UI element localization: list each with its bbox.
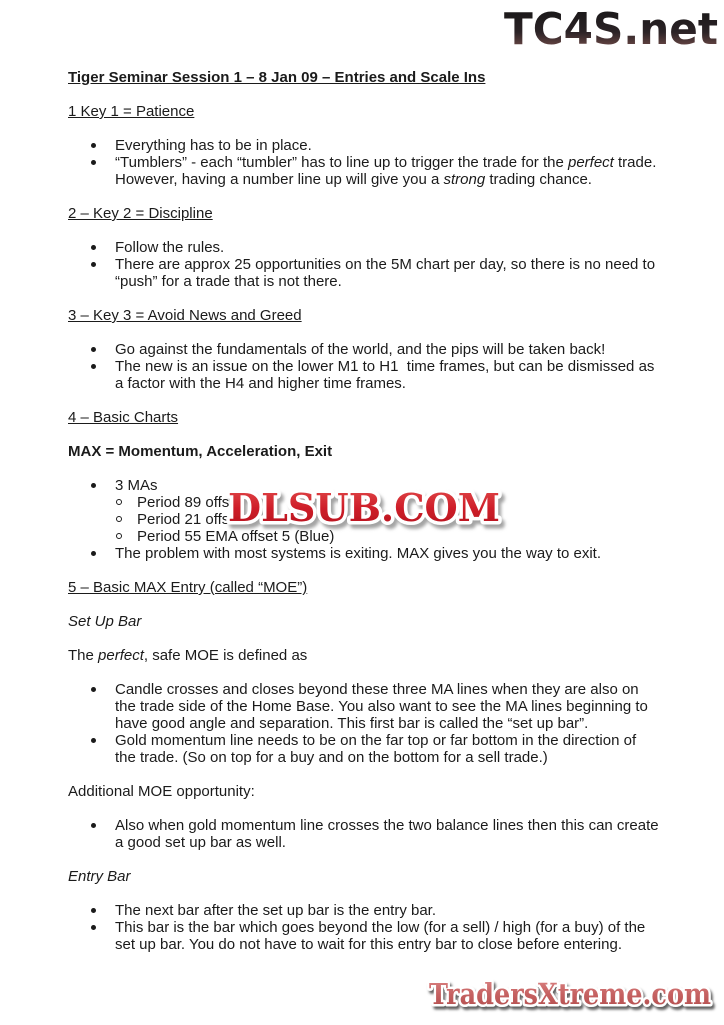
list-item-text: Gold momentum line needs to be on the far top or far bottom in the direction of the trade. (So on top for a buy and on the bottom for a sell trade.) <box>115 732 641 766</box>
text-run: “Tumblers” - each “tumbler” has to line up to trigger the trade for the <box>115 154 568 171</box>
list-item <box>68 256 660 290</box>
additional-moe-line: Additional MOE opportunity: <box>68 783 255 800</box>
sub-bullet-icon <box>116 499 122 505</box>
sub-bullet-icon <box>116 516 122 522</box>
list-item-text: Period 21 offs <box>137 511 230 528</box>
bullet-icon <box>91 143 96 148</box>
list-item-text: Period 89 offs <box>137 494 230 511</box>
page-title: Tiger Seminar Session 1 – 8 Jan 09 – Entries and Scale Ins <box>68 69 486 86</box>
text-run: trading chance. <box>485 171 592 188</box>
list-item-text: 3 MAs <box>115 477 158 494</box>
list-item <box>68 817 663 851</box>
bullet-icon <box>91 364 96 369</box>
bullet-icon <box>91 738 96 743</box>
tc4s-logo <box>500 0 722 61</box>
italic-run: perfect <box>98 647 144 664</box>
dlsub-watermark-image <box>218 480 514 540</box>
text-run: trade. However, having a number line up will give you a <box>115 154 661 188</box>
list-item-text: There are approx 25 opportunities on the 5M chart per day, so there is no need to “push” for a trade that is not there. <box>115 256 660 290</box>
list-item <box>68 341 660 358</box>
heading-moe: 5 – Basic MAX Entry (called “MOE”) <box>68 579 308 596</box>
list-item-text: Go against the fundamentals of the world, and the pips will be taken back! <box>115 341 606 358</box>
tc4s-logo-text: TC4S.net <box>504 4 718 55</box>
heading-basic-charts: 4 – Basic Charts <box>68 409 179 426</box>
bullet-icon <box>91 160 96 165</box>
italic-run: perfect <box>567 154 614 171</box>
list-item-text: Everything has to be in place. <box>115 137 312 154</box>
list-item <box>68 545 660 562</box>
list-item <box>68 239 660 256</box>
tradersxtreme-logo-text: TradersXtreme.com <box>429 977 712 1011</box>
list-item-text: The next bar after the set up bar is the entry bar. <box>115 902 437 919</box>
list-item-text: This bar is the bar which goes beyond the low (for a sell) / high (for a buy) of the set up bar. You do not have to wait for this entry bar to close before entering. <box>115 919 650 953</box>
list-item <box>68 137 660 154</box>
key3-list <box>68 341 660 392</box>
tradersxtreme-logo <box>420 970 720 1025</box>
list-item-text: Period 55 EMA offset 5 (Blue) <box>137 528 335 545</box>
bullet-icon <box>91 687 96 692</box>
bullet-icon <box>91 483 96 488</box>
entry-bar-subheading: Entry Bar <box>68 868 131 885</box>
tradersxtreme-logo-image <box>420 970 720 1020</box>
bullet-icon <box>91 823 96 828</box>
entry-bar-list <box>68 902 660 953</box>
list-item <box>68 154 660 188</box>
heading-key2: 2 – Key 2 = Discipline <box>68 205 213 222</box>
sub-bullet-icon <box>116 533 122 539</box>
heading-key1: 1 Key 1 = Patience <box>68 103 195 120</box>
key1-list <box>68 137 660 188</box>
text-run: , safe MOE is defined as <box>143 647 308 664</box>
bullet-icon <box>91 551 96 556</box>
list-item-text <box>115 154 660 188</box>
tc4s-logo-image <box>500 0 722 56</box>
heading-key3: 3 – Key 3 = Avoid News and Greed <box>68 307 302 324</box>
list-item-text: The problem with most systems is exiting. MAX gives you the way to exit. <box>115 545 602 562</box>
list-item <box>68 902 660 919</box>
list-item-text: Candle crosses and closes beyond these three MA lines when they are also on the trade side of the Home Base. You also want to see the MA lines beginning to have good angle and separation. This first bar is called the “set up bar”. <box>115 681 653 732</box>
dlsub-watermark-text: DLSUB.COM <box>228 485 500 530</box>
list-item <box>68 732 660 766</box>
list-item-text: The new is an issue on the lower M1 to H1 time frames, but can be dismissed as a factor with the H4 and higher time frames. <box>115 358 659 392</box>
bullet-icon <box>91 347 96 352</box>
bullet-icon <box>91 245 96 250</box>
max-definition-line: MAX = Momentum, Acceleration, Exit <box>68 443 333 460</box>
bullet-icon <box>91 262 96 267</box>
text-run: The <box>68 647 99 664</box>
list-item <box>68 358 660 392</box>
list-item <box>68 919 660 953</box>
setup-bar-list <box>68 681 660 766</box>
italic-run: strong <box>443 171 486 188</box>
dlsub-watermark <box>218 480 514 545</box>
additional-moe-list <box>68 817 663 851</box>
setup-bar-subheading: Set Up Bar <box>68 613 142 630</box>
bullet-icon <box>91 925 96 930</box>
list-item-text: Also when gold momentum line crosses the two balance lines then this can create a good set up bar as well. <box>115 817 663 851</box>
key2-list <box>68 239 660 290</box>
list-item <box>68 681 660 732</box>
moe-definition-line <box>68 647 660 664</box>
bullet-icon <box>91 908 96 913</box>
list-item-text: Follow the rules. <box>115 239 225 256</box>
